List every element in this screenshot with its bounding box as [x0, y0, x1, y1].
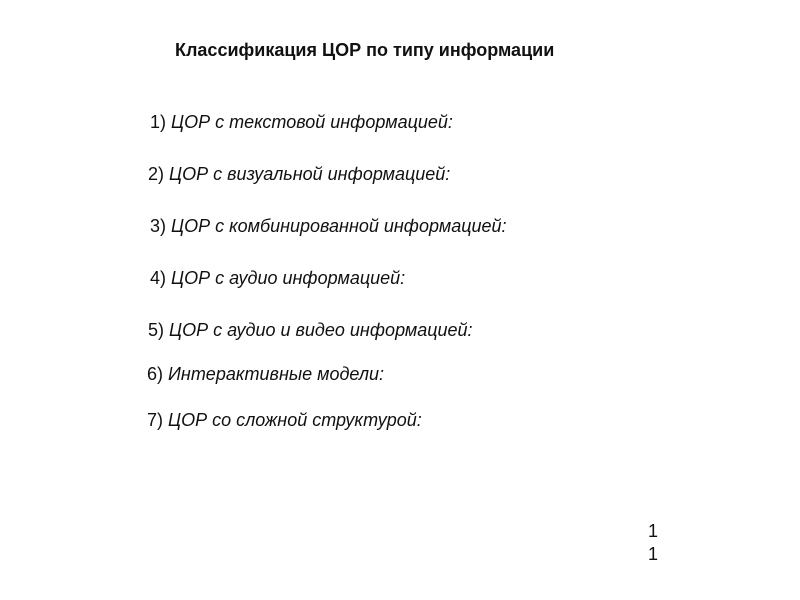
list-item-7 [147, 410, 422, 431]
list-item-text: ЦОР с аудио информацией: [171, 268, 406, 288]
list-item-4 [150, 268, 405, 289]
list-item-text: ЦОР со сложной структурой: [168, 410, 422, 430]
list-item-text: ЦОР с аудио и видео информацией: [169, 320, 473, 340]
page-number-digit: 1 [647, 521, 658, 541]
list-item-3 [150, 216, 507, 237]
list-item-number: 7) [147, 410, 164, 430]
list-item-number: 2) [148, 164, 165, 184]
list-item-number: 6) [147, 364, 164, 384]
list-item-1 [150, 112, 453, 133]
list-item-2 [148, 164, 450, 185]
list-item-6 [147, 364, 384, 385]
list-item-text: ЦОР с визуальной информацией: [169, 164, 451, 184]
list-item-number: 3) [150, 216, 167, 236]
list-item-number: 4) [150, 268, 167, 288]
list-item-text: ЦОР с комбинированной информацией: [171, 216, 507, 236]
page-number-digit: 1 [647, 544, 658, 564]
page-number [646, 520, 660, 566]
list-item-number: 1) [150, 112, 167, 132]
list-item-text: ЦОР с текстовой информацией: [171, 112, 453, 132]
list-item-text: Интерактивные модели: [168, 364, 384, 384]
list-item-number: 5) [148, 320, 165, 340]
slide-title: Классификация ЦОР по типу информации [175, 40, 555, 60]
list-item-5 [148, 320, 473, 341]
